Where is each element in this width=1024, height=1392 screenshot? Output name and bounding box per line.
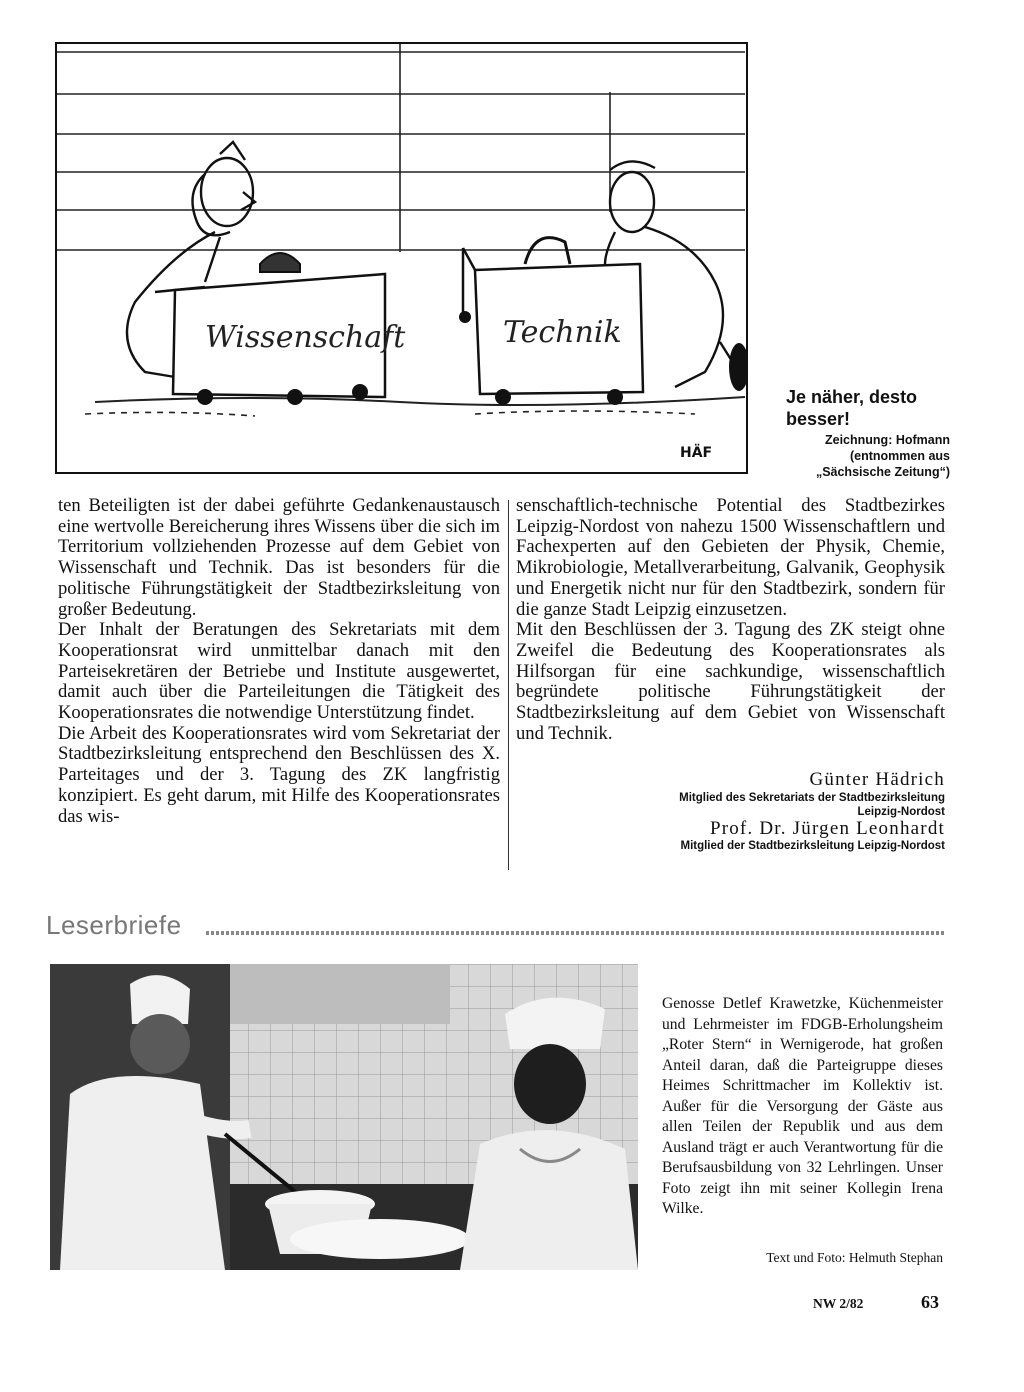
article-paragraph: Der Inhalt der Beratungen des Sekretariats mit dem Kooperationsrat wird unmittelbar danach mit den Parteisekretären der Betriebe und Institute ausgewertet, damit auch über die Parteileitungen die Tätigkeit des Kooperationsrates die notwendige Unterstützung findet. xyxy=(58,619,500,724)
article-paragraph: Mit den Beschlüssen der 3. Tagung des ZK steigt ohne Zweifel die Bedeutung des Kooperationsrates als Hilfsorgan für eine sachkundige, wissenschaftlich begründete politische Führungstätigkeit der Stadtbezirksleitung auf dem Gebiet von Wissenschaft und Technik. xyxy=(516,619,945,744)
artist-signature: HÄF xyxy=(680,445,713,461)
author-2-role: Mitglied der Stadtbezirksleitung Leipzig-Nordost xyxy=(680,840,945,853)
letter-credit: Text und Foto: Helmuth Stephan xyxy=(766,1250,943,1265)
article-column-right xyxy=(516,496,945,853)
desk-left-label: Wissenschaft xyxy=(205,320,406,355)
credit-line-1: Zeichnung: Hofmann xyxy=(825,433,950,447)
article-paragraph: ten Beteiligten ist der dabei geführte Gedankenaustausch eine wertvolle Bereicherung ihres Wissens über die sich im Territorium vollziehenden Prozesse auf dem Gebiet von Wissenschaft und Technik. Das ist besonders für die politische Führungstätigkeit der Stadtbezirksleitung von großer Bedeutung. xyxy=(58,495,500,620)
desk-right-label: Technik xyxy=(503,315,622,350)
credit-line-3: „Sächsische Zeitung“) xyxy=(815,465,950,479)
author-1-role: Mitglied des Sekretariats der Stadtbezirksleitung xyxy=(679,792,945,805)
kitchen-photo xyxy=(50,964,638,1270)
article-paragraph: senschaftlich-technische Potential des Stadtbezirkes Leipzig-Nordost von nahezu 1500 Wissenschaftlern und Fachexperten auf den Gebieten der Physik, Chemie, Mikrobiologie, Metallverarbeitung, Galvanik, Geophysik und Energetik nicht nur für den Stadtbezirk, sondern für die ganze Stadt Leipzig einzusetzen. xyxy=(516,495,945,620)
section-rule xyxy=(206,931,944,935)
column-divider xyxy=(508,500,509,870)
article-paragraph: Die Arbeit des Kooperationsrates wird vom Sekretariat der Stadtbezirksleitung entsprechend den Beschlüssen des X. Parteitages und der 3. Tagung des ZK langfristig konzipiert. Es geht darum, mit Hilfe des Kooperationsrates das wis- xyxy=(58,722,500,827)
author-1-name: Günter Hädrich xyxy=(809,769,945,791)
cartoon-illustration xyxy=(55,42,748,474)
issue-number: NW 2/82 xyxy=(813,1296,864,1311)
author-2-name: Prof. Dr. Jürgen Leonhardt xyxy=(709,818,945,840)
page-number: 63 xyxy=(921,1292,939,1312)
cartoon-caption-title: Je näher, desto besser! xyxy=(786,387,918,429)
cartoon-caption-credit xyxy=(770,432,950,480)
letter-text: Genosse Detlef Krawetzke, Küchenmeister und Lehrmeister im FDGB-Erholungsheim „Roter Stern“ in Wernigerode, hat großen Anteil daran, daß die Parteigruppe dieses Heimes Schrittmacher im Kollektiv ist. Außer für die Versorgung der Gäste aus allen Teilen der Republik und aus dem Ausland trägt er auch Verantwortung für die Berufsausbildung von 32 Lehrlingen. Unser Foto zeigt ihn mit seiner Kollegin Irena Wilke. xyxy=(662,995,943,1217)
article-column-left xyxy=(58,496,500,827)
credit-line-2: (entnommen aus xyxy=(849,449,950,463)
section-title: Leserbriefe xyxy=(46,910,182,940)
author-1-location: Leipzig-Nordost xyxy=(857,806,945,819)
